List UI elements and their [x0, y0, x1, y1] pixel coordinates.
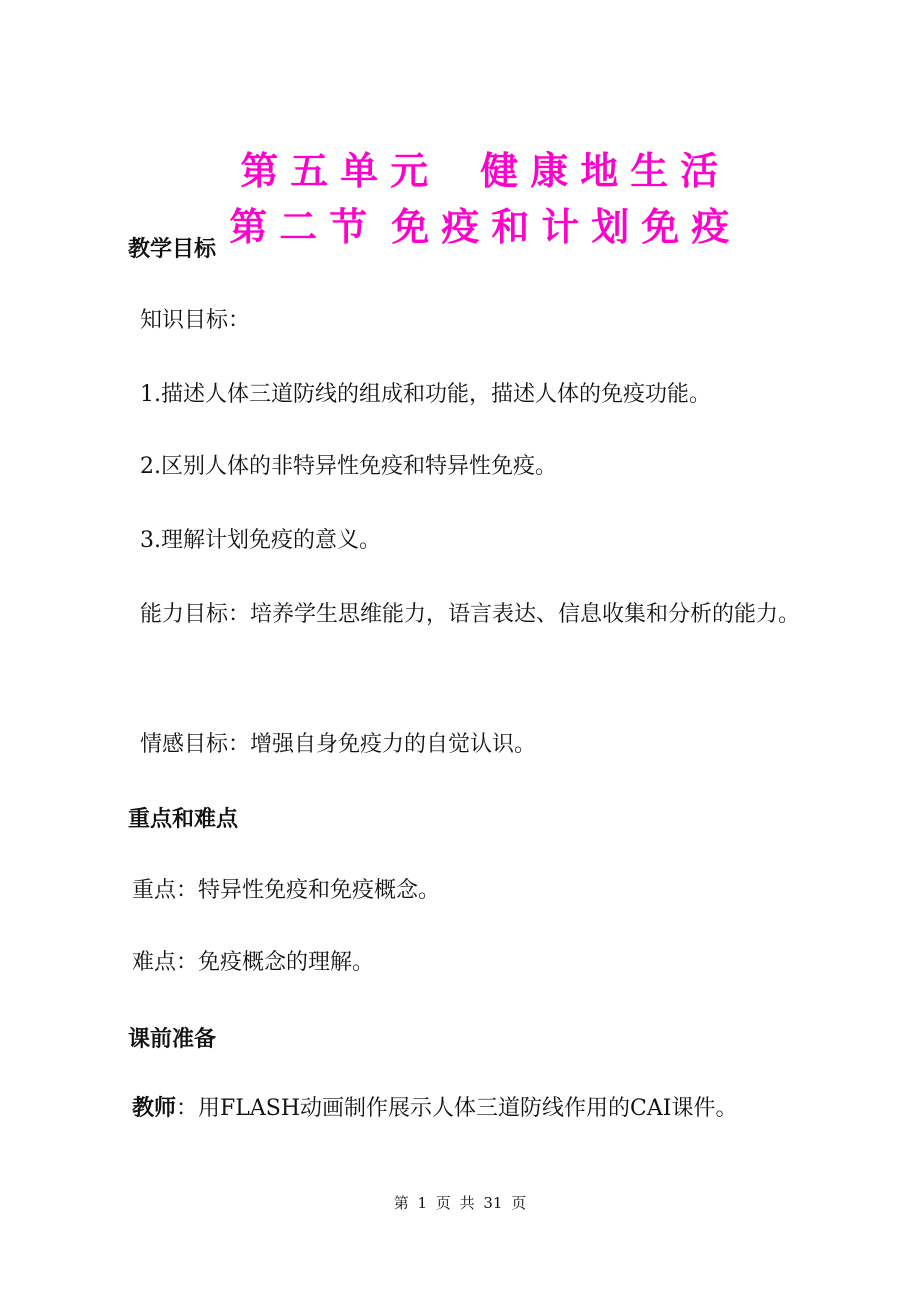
unit-title: 第五单元 [240, 149, 441, 193]
section-title: 免疫和计划免疫 [391, 205, 742, 249]
page-footer: 第 1 页 共 31 页 [393, 1194, 527, 1212]
section-number: 第二节 [229, 205, 380, 249]
heading-key-points: 重点和难点 [128, 807, 239, 832]
objective-item-3: 3.理解计划免疫的意义。 [140, 528, 381, 553]
teacher-preparation [132, 1094, 737, 1124]
emotion-objective: 情感目标：增强自身免疫力的自觉认识。 [140, 732, 537, 757]
teacher-label: 教师 [132, 1096, 177, 1121]
objective-item-2: 2.区别人体的非特异性免疫和特异性免疫。 [140, 454, 557, 479]
knowledge-label: 知识目标： [140, 308, 251, 333]
heading-objectives: 教学目标 [128, 237, 217, 262]
ability-objective: 能力目标：培养学生思维能力，语言表达、信息收集和分析的能力。 [140, 602, 801, 627]
objective-item-1: 1.描述人体三道防线的组成和功能，描述人体的免疫功能。 [140, 382, 711, 407]
difficult-point: 难点：免疫概念的理解。 [132, 950, 375, 975]
key-point: 重点：特异性免疫和免疫概念。 [132, 878, 441, 903]
unit-subtitle: 健康地生活 [480, 149, 731, 193]
teacher-text: ：用FLASH动画制作展示人体三道防线作用的CAI课件。 [176, 1096, 738, 1121]
heading-preparation: 课前准备 [128, 1027, 217, 1052]
